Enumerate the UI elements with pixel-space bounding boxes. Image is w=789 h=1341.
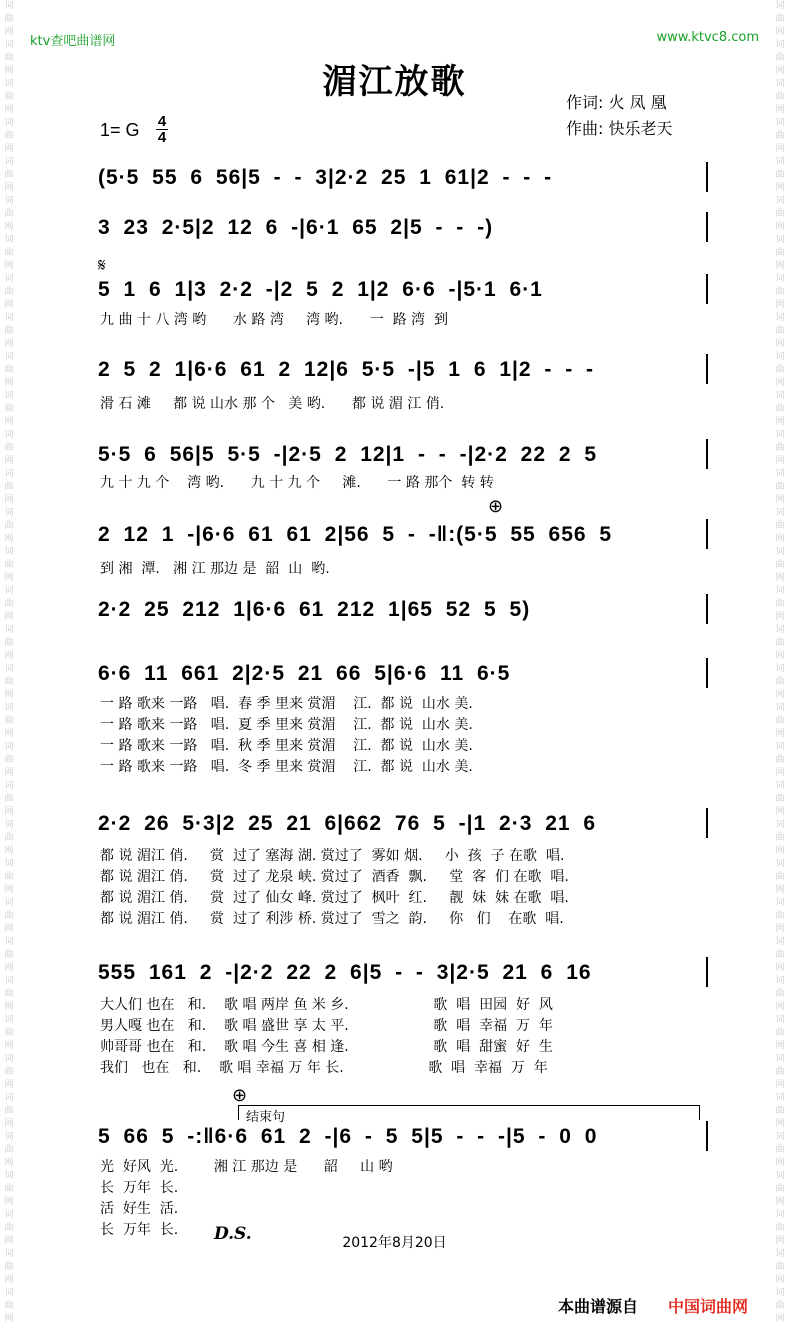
barline bbox=[706, 1121, 708, 1151]
watermark-right: 词曲网词曲网词曲网词曲网词曲网词曲网词曲网词曲网词曲网词曲网词曲网词曲网词曲网词曲网词曲网词曲网词曲网词曲网词曲网词曲网词曲网词曲网词曲网词曲网词曲网词曲网词曲网词曲网词曲网词曲网词曲网词曲网词曲网词曲网 bbox=[775, 1, 785, 1324]
lyric-line: 都 说 湄江 俏. 赏 过了 仙女 峰. 赏过了 枫叶 红. 靓 妹 妹 在歌 唱. bbox=[100, 890, 569, 906]
barline bbox=[706, 162, 708, 192]
barline bbox=[706, 519, 708, 549]
site-link-left[interactable]: ktv查吧曲谱网 bbox=[30, 34, 116, 49]
lyric-line: 男人嘎 也在 和. 歌 唱 盛世 享 太 平. 歌 唱 幸福 万 年 bbox=[100, 1018, 553, 1034]
lyric-line: 都 说 湄江 俏. 赏 过了 利涉 桥. 赏过了 雪之 韵. 你 们 在歌 唱. bbox=[100, 911, 564, 927]
song-title: 湄江放歌 bbox=[322, 62, 467, 102]
barline bbox=[706, 594, 708, 624]
lyric-line: 九 十 九 个 湾 哟. 九 十 九 个 滩. 一 路 那个 转 转 bbox=[100, 475, 494, 491]
meter-top: 4 bbox=[157, 113, 167, 130]
lyric-line: 都 说 湄江 俏. 赏 过了 塞海 湖. 赏过了 雾如 烟. 小 孩 子 在歌 唱. bbox=[100, 848, 565, 864]
lyric-line: 长 万年 长. bbox=[100, 1222, 179, 1238]
barline bbox=[706, 808, 708, 838]
lyric-line: 一 路 歌来 一路 唱. 春 季 里来 赏湄 江. 都 说 山水 美. bbox=[100, 696, 473, 712]
barline bbox=[706, 957, 708, 987]
lyric-line: 一 路 歌来 一路 唱. 冬 季 里来 赏湄 江. 都 说 山水 美. bbox=[100, 759, 473, 775]
ending-bracket bbox=[238, 1105, 700, 1120]
notation-line: 5 66 5 -:‖6·6 61 2 -|6 - 5 5|5 - - -|5 - 0 0 bbox=[98, 1125, 598, 1148]
notation-line: 2·2 26 5·3|2 25 21 6|662 76 5 -|1 2·3 21 6 bbox=[98, 812, 597, 835]
notation-line: 555 161 2 -|2·2 22 2 6|5 - - 3|2·5 21 6 16 bbox=[98, 961, 592, 984]
lyric-line: 光 好风 光. 湘 江 那边 是 韶 山 哟 bbox=[100, 1159, 393, 1175]
notation-line: (5·5 55 6 56|5 - - 3|2·2 25 1 61|2 - - - bbox=[98, 166, 553, 189]
lyric-line: 我们 也在 和. 歌 唱 幸福 万 年 长. 歌 唱 幸福 万 年 bbox=[100, 1060, 548, 1076]
lyric-line: 帅哥哥 也在 和. 歌 唱 今生 喜 相 逢. 歌 唱 甜蜜 好 生 bbox=[100, 1039, 553, 1055]
notation-line: 2 5 2 1|6·6 61 2 12|6 5·5 -|5 1 6 1|2 - - - bbox=[98, 358, 595, 381]
coda-icon: ⊕ bbox=[488, 496, 504, 517]
lyric-line: 九 曲 十 八 湾 哟 水 路 湾 湾 哟. 一 路 湾 到 bbox=[100, 312, 448, 328]
watermark-left: 词曲网词曲网词曲网词曲网词曲网词曲网词曲网词曲网词曲网词曲网词曲网词曲网词曲网词曲网词曲网词曲网词曲网词曲网词曲网词曲网词曲网词曲网词曲网词曲网词曲网词曲网词曲网词曲网词曲网词曲网词曲网词曲网词曲网词曲网 bbox=[4, 1, 14, 1324]
barline bbox=[706, 354, 708, 384]
date: 2012年8月20日 bbox=[342, 1235, 447, 1251]
ending-label: 结束句 bbox=[246, 1110, 286, 1125]
notation-line: 2·2 25 212 1|6·6 61 212 1|65 52 5 5) bbox=[98, 598, 531, 621]
lyric-line: 活 好生 活. bbox=[100, 1201, 179, 1217]
barline bbox=[706, 439, 708, 469]
lyric-line: 一 路 歌来 一路 唱. 夏 季 里来 赏湄 江. 都 说 山水 美. bbox=[100, 717, 473, 733]
key-signature: 1= G bbox=[100, 120, 140, 140]
dal-segno-mark: D.S. bbox=[214, 1224, 252, 1244]
lyric-line: 滑 石 滩 都 说 山水 那 个 美 哟. 都 说 湄 江 俏. bbox=[100, 396, 445, 412]
notation-line: 5·5 6 56|5 5·5 -|2·5 2 12|1 - - -|2·2 22 2 5 bbox=[98, 443, 598, 466]
notation-line: 3 23 2·5|2 12 6 -|6·1 65 2|5 - - -) bbox=[98, 216, 494, 239]
lyric-line: 一 路 歌来 一路 唱. 秋 季 里来 赏湄 江. 都 说 山水 美. bbox=[100, 738, 473, 754]
barline bbox=[706, 274, 708, 304]
lyric-line: 大人们 也在 和. 歌 唱 两岸 鱼 米 乡. 歌 唱 田园 好 风 bbox=[100, 997, 553, 1013]
lyricist: 作词: 火 凤 凰 bbox=[566, 93, 667, 112]
lyric-line: 长 万年 长. bbox=[100, 1180, 179, 1196]
notation-line: 6·6 11 661 2|2·5 21 66 5|6·6 11 6·5 bbox=[98, 662, 511, 685]
segno-icon: 𝄋 bbox=[98, 255, 106, 276]
lyric-line: 都 说 湄江 俏. 赏 过了 龙泉 峡. 赏过了 酒香 飘. 堂 客 们 在歌 唱. bbox=[100, 869, 569, 885]
notation-line: 5 1 6 1|3 2·2 -|2 5 2 1|2 6·6 -|5·1 6·1 bbox=[98, 278, 543, 301]
lyric-line: 到 湘 潭. 湘 江 那边 是 韶 山 哟. bbox=[100, 561, 330, 577]
coda-icon: ⊕ bbox=[232, 1085, 248, 1106]
footer-source-text: 本曲谱源自 bbox=[558, 1297, 639, 1316]
barline bbox=[706, 658, 708, 688]
composer: 作曲: 快乐老天 bbox=[566, 119, 673, 138]
site-link-right[interactable]: www.ktvc8.com bbox=[656, 30, 759, 45]
time-signature bbox=[156, 114, 168, 145]
meter-bottom: 4 bbox=[157, 129, 167, 146]
notation-line: 2 12 1 -|6·6 61 61 2|56 5 - -‖:(5·5 55 656 5 bbox=[98, 523, 613, 546]
barline bbox=[706, 212, 708, 242]
credits bbox=[566, 90, 672, 142]
footer-site-link[interactable]: 中国词曲网 bbox=[668, 1297, 749, 1316]
